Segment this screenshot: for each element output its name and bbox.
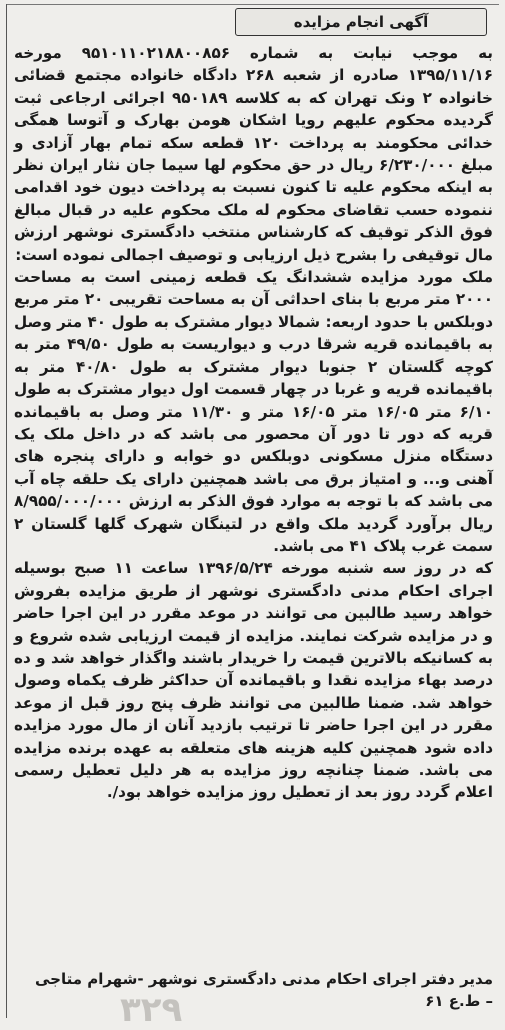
notice-body xyxy=(14,42,493,804)
notice-code: – ط.ع ۶۱ xyxy=(425,992,493,1010)
signature-line: مدیر دفتر اجرای احکام مدنی دادگستری نوشهر -شهرام متاجی xyxy=(34,970,493,988)
notice-paragraph-property: ملک مورد مزایده ششدانگ یک قطعه زمینی است به مساحت ۲۰۰۰ متر مربع با بنای احداثی آن به مساحت تقریبی ۲۰ متر مربع دوبلکس با حدود اربعه: شمالا دیوار مشترک به طول ۴۰ متر وصل به باقیمانده قریه شرقا درب و دیواریست به طول ۴۹/۵۰ متر به کوچه گلستان ۲ جنوبا دیوار مشترک به طول ۴۰/۸۰ متر به باقیمانده قریه و غربا در چهار قسمت اول دیوار مشترک به طول ۶/۱۰ متر ۱۶/۰۵ متر ۱۶/۰۵ متر و ۱۱/۳۰ متر وصل به باقیمانده قریه که دور تا دور آن محصور می باشد که در داخل ملک یک دستگاه منزل مسکونی دوبلکس دو خوابه و دارای پنجره های آهنی و... و امتیاز برق می باشد همچنین دارای یک حلقه چاه آب می باشد که با توجه به موارد فوق الذکر به ارزش ۸/۹۵۵/۰۰۰/۰۰۰ ریال برآورد گردید ملک واقع در لتینگان شهرک گلها گلستان ۲ سمت غرب پلاک ۴۱ می باشد. xyxy=(14,268,493,555)
notice-title: آگهی انجام مزایده xyxy=(235,8,487,36)
notice-paragraph-auction: که در روز سه شنبه مورخه ۱۳۹۶/۵/۲۴ ساعت ۱۱ صبح بوسیله اجرای احکام مدنی دادگستری نوشهر از طریق مزایده بفروش خواهد رسید طالبین می توانند در موعد مقرر در این اجرا حاضر و در مزایده شرکت نمایند. مزایده از قیمت ارزیابی شده شروع و به کسانیکه بالاترین قیمت را خریدار باشند واگذار خواهد شد و ده درصد بهاء مزایده نقدا و باقیمانده آن حداکثر ظرف یکماه وصول خواهد شد. ضمنا طالبین می توانند ظرف پنج روز قبل از موعد مقرر در این اجرا حاضر تا ترتیب بازدید آنان از مال مورد مزایده داده شود همچنین کلیه هزینه های متعلقه به عهده برنده مزایده می باشد. ضمنا چنانچه روز مزایده به هر دلیل تعطیل رسمی اعلام گردد روز بعد از تعطیل روز مزایده خواهد بود/. xyxy=(14,559,493,802)
handwritten-number-stamp: ۳۲۹ xyxy=(120,990,183,1030)
notice-footer xyxy=(14,968,493,1012)
notice-paragraph-intro: به موجب نیابت به شماره ۹۵۱۰۱۱۰۲۱۸۸۰۰۸۵۶ مورخه ۱۳۹۵/۱۱/۱۶ صادره از شعبه ۲۶۸ دادگاه خانواده مجتمع قضائی خانواده ۲ ونک تهران که به کلاسه ۹۵۰۱۸۹ اجرائی ارجاعی ثبت گردیده محکوم علیهم رویا اشکان هومن بهارک و آتوسا همگی خدائی محکومند به پرداخت ۱۲۰ قطعه سکه تمام بهار آزادی و مبلغ ۶/۲۳۰/۰۰۰ ریال در حق محکوم لها سیما جان نثار ایران نظر به اینکه محکوم علیه تا کنون نسبت به پرداخت دیون خود اقدامی ننموده حسب تقاضای محکوم له ملک محکوم علیه در قبال مبالغ فوق الذکر توقیف که کارشناس منتخب دادگستری نوشهر ارزش مال توقیفی را بشرح ذیل ارزیابی و توصیف اجمالی نموده است: xyxy=(14,44,493,264)
